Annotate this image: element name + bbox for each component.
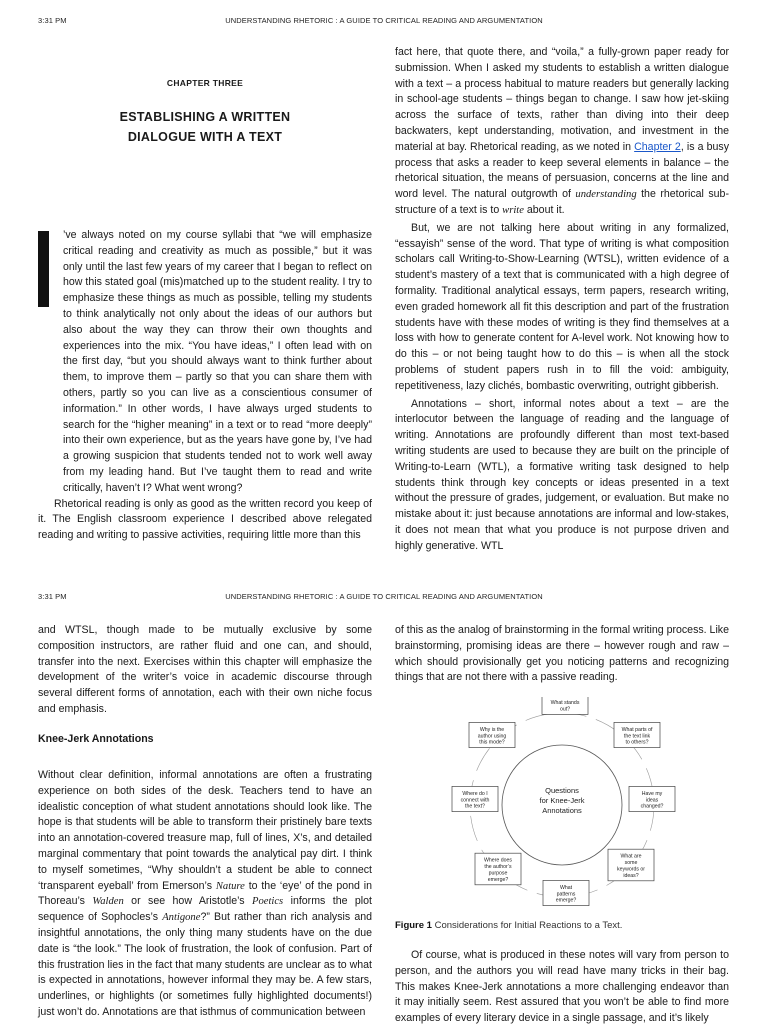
question-box-line: emerge? [487, 876, 509, 883]
text-run: , is a busy process that asks a reader to keep several elements in balance – the rhetorical situation, the means of persuasion, concerns at the line and word level. The natural outgrowth of [395, 140, 729, 201]
text-run: Without clear definition, informal annotations are often a frustrating experience on both sides of the desk. Teachers tend to have an idealistic conception of what student annotations should look like. The hope is that students will be able to transform their pristinely bare texts into an annotation-covered treasure map, full of lines, X’s, and detailed marginal commentary that point towards the analytical pay dirt. I think to myself sometimes, “Why shouldn’t a student be able to connect ‘transparent eyeball’ from Emerson’s [38, 769, 372, 892]
paragraph [395, 45, 729, 219]
paragraph: But, we are not talking here about writing in any formalized, “essayish” sense of the word. That type of writing is what composition scholars call Writing-to-Show-Learning (WTSL), written evidence of a student’s mastery of a text that is communicated with a high degree of formality. Traditional analytical essays, term papers, research writing, even graded homework all fit this description and part of the frustration students have with these modes of writing is they find themselves at a loss with how to generate content for A-level work. Not knowing how to do this – or not being taught how to do this – is when all the stock problems of student papers rush in to fill the void: ambiguity, repetitiveness, lazy clichés, bombastic overwriting, outright gibberish. [395, 221, 729, 392]
question-box-line: What parts of [621, 726, 653, 733]
chapter-label: CHAPTER THREE [166, 78, 244, 88]
page1-right-column [395, 45, 729, 555]
emphasis: Poetics [251, 896, 284, 908]
emphasis: Walden [92, 896, 124, 908]
central-circle [502, 745, 622, 865]
question-box-line: What are [620, 853, 642, 860]
page2-right-column-top [395, 623, 729, 686]
question-box-line: keywords or [617, 866, 645, 873]
header-time: 3:31 PM [38, 592, 67, 601]
question-box-line: What stands [550, 700, 580, 707]
question-box-line: author using [477, 733, 507, 740]
question-box-line: the text? [465, 803, 485, 810]
question-box-line: patterns [556, 891, 576, 898]
chapter-title-line-2: DIALOGUE WITH A TEXT [127, 130, 283, 144]
paragraph: Rhetorical reading is only as good as the written record you keep of it. The English classroom experience I described above relegated reading and writing to passive activities, requiring little more than this [38, 497, 372, 542]
question-box-line: this mode? [479, 739, 505, 746]
figure-caption [395, 920, 622, 931]
question-box [543, 880, 589, 905]
question-box-line: changed? [640, 803, 664, 810]
paragraph: and WTSL, though made to be mutually exclusive by some composition instructors, are rather fluid and one can, and should, transfer into the next. Exercises within this chapter will emphasize the development of the writer’s voice in academic discourse through several different forms of annotation, each with their own niche focus and emphasis. [38, 624, 372, 715]
chapter-2-link[interactable]: Chapter 2 [634, 140, 681, 153]
text-run: about it. [523, 203, 565, 216]
emphasis: Antigone [162, 912, 201, 924]
question-box [469, 722, 515, 747]
question-box-line: Why is the [479, 726, 505, 733]
opening-paragraph [38, 228, 372, 497]
page2-right-column-bottom [395, 948, 729, 1027]
question-box-line: some [624, 860, 638, 867]
question-box [614, 722, 660, 747]
figure-label: Figure 1 [395, 920, 432, 931]
page-header [38, 592, 730, 604]
question-box-line: What [559, 884, 573, 891]
text-run: the rhetorical sub-structure of a text is to [395, 188, 729, 216]
header-time: 3:31 PM [38, 16, 67, 25]
center-label [539, 786, 584, 815]
header-book-title: UNDERSTANDING RHETORIC : A GUIDE TO CRITICAL READING AND ARGUMENTATION [225, 16, 543, 25]
question-box [542, 697, 588, 714]
question-box [629, 786, 675, 811]
chapter-title [38, 107, 372, 147]
center-label-line: Questions [545, 786, 579, 795]
question-box-line: the text link [623, 733, 651, 740]
text-run: or see how Aristotle’s [123, 895, 252, 908]
question-box-line: Where does [484, 857, 512, 864]
paragraph: ’ve always noted on my course syllabi that “we will emphasize critical reading and creativity as much as possible,” but it was only until the last few years of my career that I began to reflect on how this stated goal (mis)matched up to the student reality. I try to emphasize these things as much as possible, telling my students to think analytically not only about the ideas of our authors but also about the way they can throw their own thoughts and experiences into the mix. “You have ideas,” I often lead with on the first day, “but you should always want to think further about them, to improve them – partly so that you can share them with others, partly so you can live as a conscientious consumer of information.” In other words, I have always urged students to search for the “higher meaning” in a text or to read “more deeply” into their own experience, but as the years have gone by, I’ve had a growing suspicion that students tended not to work well away from my leading hand. But I’ve taught them to read and write critically, haven’t I? What went wrong? [63, 229, 372, 494]
page-2 [0, 585, 768, 1024]
paragraph [38, 768, 372, 1021]
question-box-line: emerge? [555, 897, 577, 904]
drop-cap-i [38, 231, 49, 307]
question-box-line: ideas? [623, 872, 639, 879]
center-label-line: for Knee-Jerk [539, 796, 585, 805]
chapter-title-line-1: ESTABLISHING A WRITTEN [119, 110, 291, 124]
emphasis: understanding [575, 189, 637, 201]
emphasis: Nature [215, 880, 245, 892]
question-box [608, 849, 654, 881]
text-run: ?” But rather than rich analysis and insightful annotations, the only thing many students have on the due date is “the look.” The look of frustration, the look of confusion. Part of this frustration lies in the fact that many students are unclear as to what is expected in annotations, however informal they may be. A few stars, underlines, or highlights (or sometimes fully highlighted documents!) just won’t do. Annotations are that isthmus of communication between [38, 911, 372, 1018]
question-box-line: connect with [460, 797, 490, 804]
question-box-line: to others? [625, 739, 649, 746]
text-run: fact here, that quote there, and “voila,” a fully-grown paper ready for submission. When I asked my students to establish a written dialogue with a text – a process habitual to mature readers but generally lacking in school-age students – things began to change. I saw how jet-skiing across the surface of texts, rather than diving into their deep backwaters, kept understanding, motivation, and investment in the material at bay. Rhetorical reading, as we noted in [395, 46, 729, 153]
question-box [475, 853, 521, 885]
center-label-line: Annotations [542, 806, 582, 815]
emphasis: write [502, 204, 524, 216]
page2-left-column-bottom [38, 768, 372, 1021]
section-heading: Knee-Jerk Annotations [38, 733, 154, 745]
question-box-line: ideas [645, 797, 659, 804]
question-box-line: out? [559, 706, 571, 713]
paragraph: of this as the analog of brainstorming in the formal writing process. Like brainstorming, promising ideas are there – however rough and raw – which should provisionally get you noticing patterns and recognizing things that are not there with a passive reading. [395, 624, 729, 684]
header-book-title: UNDERSTANDING RHETORIC : A GUIDE TO CRITICAL READING AND ARGUMENTATION [225, 592, 543, 601]
question-box-line: purpose [488, 870, 508, 877]
question-box-line: Where do I [462, 790, 488, 797]
page2-left-column-top [38, 623, 372, 718]
question-box-line: Have my [641, 790, 663, 797]
page1-left-column [38, 228, 372, 544]
knee-jerk-diagram [440, 697, 680, 913]
figure-caption-text: Considerations for Initial Reactions to a Text. [434, 920, 623, 931]
paragraph: Annotations – short, informal notes about a text – are the interlocutor between the language of reading and the language of writing. Annotations are profoundly different than most text-based writing students are used to because they are built on the principle of Writing-to-Learn (WTL), a formative writing task designed to help students think through key concepts or ideas presented in a text without the pressure of grades, judgement, or evaluation. But make no mistake about it: just because annotations are informal and low-stakes, it does not mean that what you produce is not purpose driven and highly generative. WTL [395, 397, 729, 552]
page-header [38, 16, 730, 28]
paragraph: Of course, what is produced in these notes will vary from person to person, and the authors you will read have many tricks in their bag. This makes Knee-Jerk annotations a more challenging endeavor than it may initially seem. Rest assured that you won’t be able to find more examples of every literary device in a single passage, and it’s likely [395, 949, 729, 1025]
question-box [452, 786, 498, 811]
text-run: to the ‘eye’ of the pond in Thoreau’s [38, 879, 372, 908]
question-box-line: the author’s [484, 864, 512, 871]
text-run: informs the plot sequence of Sophocles’s [38, 895, 372, 924]
